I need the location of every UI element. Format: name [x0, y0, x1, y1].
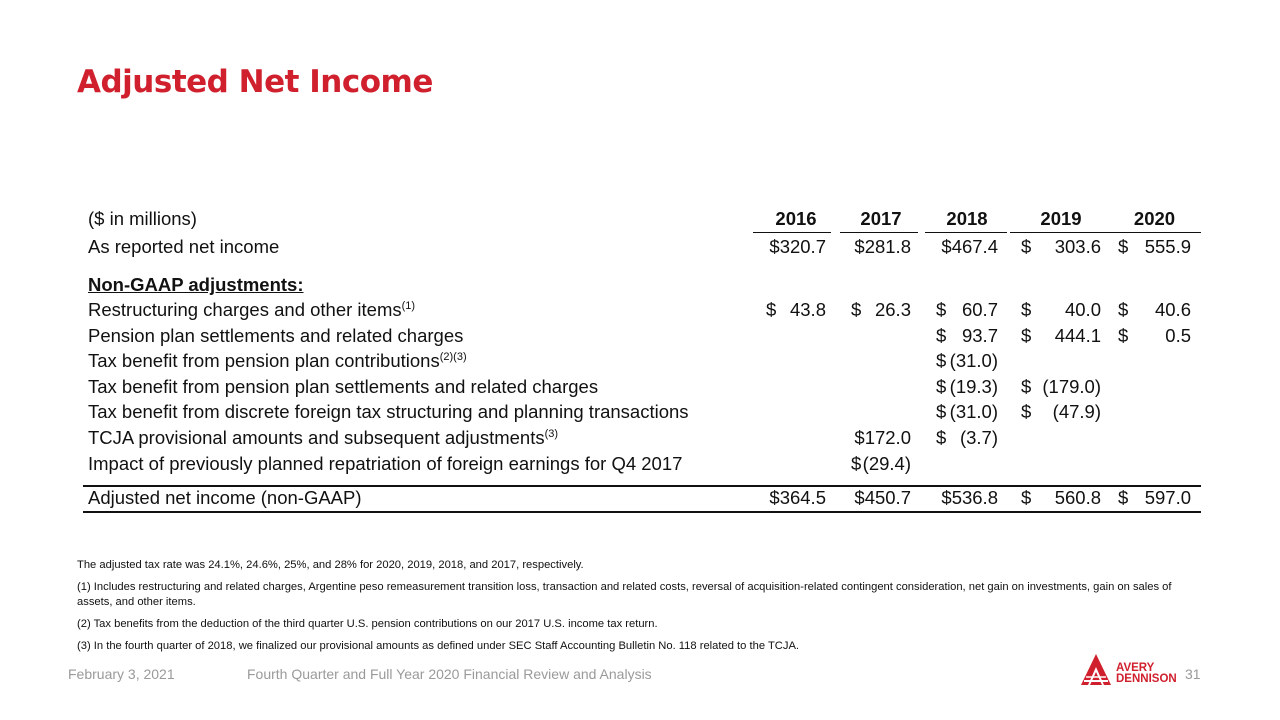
- row-label: [88, 425, 558, 451]
- year-header-text: 2018: [946, 208, 988, 229]
- amount: $467.4: [941, 236, 998, 257]
- row-label: [88, 399, 689, 425]
- year-header-text: 2020: [1133, 208, 1176, 229]
- amount: $320.7: [769, 236, 826, 257]
- currency-symbol: $: [936, 299, 947, 320]
- footnotes: [77, 558, 1202, 661]
- currency-symbol: $: [1021, 324, 1032, 346]
- year-header: [930, 206, 1004, 232]
- amount: (179.0): [1042, 375, 1101, 397]
- value-cell-2018: [936, 399, 998, 425]
- currency-symbol: $: [1118, 299, 1129, 320]
- amount: $281.8: [854, 236, 911, 257]
- amount: (31.0): [949, 350, 998, 372]
- currency-symbol: $: [1118, 236, 1129, 257]
- row-label: [88, 451, 682, 477]
- year-header: [760, 206, 832, 232]
- adjustment-row: [83, 425, 1201, 451]
- row-label: [88, 485, 362, 511]
- value-cell-2020: [1118, 425, 1191, 451]
- value-cell-2020: [1118, 399, 1191, 425]
- row-label-text: ($ in millions): [88, 208, 197, 229]
- amount: 60.7: [961, 299, 998, 320]
- amount: 0.5: [1165, 324, 1191, 346]
- value-cell-2019: [1021, 297, 1101, 323]
- amount: (29.4): [862, 452, 911, 474]
- row-label: [88, 348, 467, 374]
- value-cell-2018: [936, 348, 998, 374]
- row-label: [88, 206, 197, 232]
- value-cell-2019: [1021, 234, 1101, 260]
- year-header-text: 2016: [775, 208, 817, 229]
- value-cell-2016: [766, 348, 826, 374]
- value-cell-2017: [851, 297, 911, 323]
- footer-presentation-title: Fourth Quarter and Full Year 2020 Financial Review and Analysis: [247, 666, 652, 682]
- value-cell-2018: [936, 374, 998, 400]
- value-cell-2020: [1118, 374, 1191, 400]
- value-cell-2018: [936, 451, 998, 477]
- note-2: (2) Tax benefits from the deduction of the third quarter U.S. pension contributions on our 2017 U.S. income tax return.: [77, 618, 658, 630]
- non-gaap-section-row: [83, 272, 1201, 298]
- row-label-text: Tax benefit from pension plan contributions: [88, 350, 440, 372]
- currency-symbol: $: [1021, 487, 1032, 508]
- value-cell-2017: [851, 451, 911, 477]
- row-label: [88, 323, 463, 349]
- value-cell-2019: [1021, 451, 1101, 477]
- value-cell-2020: [1118, 485, 1191, 511]
- value-cell-2017: [851, 348, 911, 374]
- value-cell-2017: [851, 374, 911, 400]
- value-cell-2016: [766, 425, 826, 451]
- adjustment-row: [83, 374, 1201, 400]
- year-header: [1112, 206, 1197, 232]
- value-cell-2018: [936, 425, 998, 451]
- amount: 43.8: [789, 299, 826, 320]
- row-label-text: Tax benefit from pension plan settlements and related charges: [88, 375, 599, 397]
- year-header: [845, 206, 917, 232]
- row-label-text: As reported net income: [88, 236, 280, 257]
- amount: 597.0: [1144, 487, 1191, 508]
- row-label-text: Restructuring charges and other items: [88, 299, 402, 320]
- amount: (19.3): [949, 375, 998, 397]
- logo-line-1: AVERY: [1116, 662, 1155, 674]
- table-rule: [1105, 232, 1201, 233]
- note-tax-rate: The adjusted tax rate was 24.1%, 24.6%, 25%, and 28% for 2020, 2019, 2018, and 2017, respectively.: [77, 559, 584, 571]
- row-label-text: Pension plan settlements and related charges: [88, 324, 464, 346]
- adjustment-row: [83, 451, 1201, 477]
- currency-symbol: $: [1021, 236, 1032, 257]
- year-header: [1015, 206, 1107, 232]
- value-cell-2016: [766, 399, 826, 425]
- note-1: (1) Includes restructuring and related charges, Argentine peso remeasurement transition loss, transaction and related costs, reversal of acquisition-related contingent consideration, net gain on investments, gain on sales of assets, and other items.: [77, 581, 1172, 608]
- amount: 93.7: [961, 324, 998, 346]
- value-cell-2019: [1021, 425, 1101, 451]
- amount: 303.6: [1054, 236, 1101, 257]
- table-header-row: [83, 206, 1201, 232]
- currency-symbol: $: [1021, 375, 1032, 397]
- value-cell-2017: [851, 485, 911, 511]
- adjustment-row: [83, 399, 1201, 425]
- avery-dennison-logo: [1078, 651, 1184, 687]
- year-header-text: 2019: [1040, 208, 1082, 229]
- row-label-text: TCJA provisional amounts and subsequent adjustments: [88, 427, 545, 448]
- value-cell-2017: [851, 425, 911, 451]
- table-rule: [753, 232, 831, 233]
- value-cell-2019: [1021, 485, 1101, 511]
- currency-symbol: $: [936, 324, 947, 346]
- value-cell-2016: [766, 374, 826, 400]
- currency-symbol: $: [1021, 401, 1032, 423]
- currency-symbol: $: [1118, 487, 1129, 508]
- row-label: [88, 297, 415, 323]
- amount: $536.8: [941, 487, 998, 508]
- value-cell-2017: [851, 323, 911, 349]
- table-rule: [1010, 232, 1108, 233]
- adjusted-net-income-row: [83, 485, 1201, 511]
- value-cell-2019: [1021, 323, 1101, 349]
- table-rule: [925, 232, 1007, 233]
- year-header-text: 2017: [860, 208, 902, 229]
- amount: (47.9): [1052, 401, 1101, 423]
- amount: 40.6: [1154, 299, 1191, 320]
- page-title: Adjusted Net Income: [77, 64, 433, 100]
- note-3: (3) In the fourth quarter of 2018, we finalized our provisional amounts as defined under SEC Staff Accounting Bulletin No. 118 related to the TCJA.: [77, 640, 800, 652]
- row-label-text: Adjusted net income (non-GAAP): [88, 487, 362, 508]
- value-cell-2018: [936, 234, 998, 260]
- amount: (3.7): [959, 427, 998, 448]
- amount: 555.9: [1144, 236, 1191, 257]
- table-rule: [840, 232, 918, 233]
- value-cell-2018: [936, 297, 998, 323]
- amount: $450.7: [854, 487, 911, 508]
- amount: $172.0: [854, 427, 911, 448]
- value-cell-2019: [1021, 399, 1101, 425]
- footnote-marker: (2)(3): [439, 351, 467, 364]
- adjustment-row: [83, 348, 1201, 374]
- amount: 560.8: [1054, 487, 1101, 508]
- value-cell-2016: [766, 451, 826, 477]
- currency-symbol: $: [936, 375, 947, 397]
- value-cell-2019: [1021, 374, 1101, 400]
- row-label: [88, 374, 598, 400]
- footer-date: February 3, 2021: [68, 666, 175, 682]
- currency-symbol: $: [851, 452, 862, 474]
- value-cell-2016: [766, 485, 826, 511]
- row-label: [88, 234, 279, 260]
- reported-net-income-row: [83, 234, 1201, 260]
- currency-symbol: $: [936, 427, 947, 448]
- page-number: 31: [1185, 666, 1201, 682]
- value-cell-2018: [936, 323, 998, 349]
- currency-symbol: $: [851, 299, 862, 320]
- currency-symbol: $: [936, 401, 947, 423]
- currency-symbol: $: [1118, 324, 1129, 346]
- logo-mark-icon: [1078, 651, 1114, 687]
- amount: $364.5: [769, 487, 826, 508]
- currency-symbol: $: [1021, 299, 1032, 320]
- adjustment-row: [83, 323, 1201, 349]
- value-cell-2020: [1118, 297, 1191, 323]
- value-cell-2020: [1118, 323, 1191, 349]
- footnote-marker: (3): [544, 427, 559, 440]
- value-cell-2017: [851, 399, 911, 425]
- amount: 40.0: [1064, 299, 1101, 320]
- row-label-text: Non-GAAP adjustments:: [88, 274, 304, 295]
- value-cell-2018: [936, 485, 998, 511]
- row-label: [88, 272, 304, 298]
- value-cell-2020: [1118, 451, 1191, 477]
- value-cell-2016: [766, 323, 826, 349]
- value-cell-2020: [1118, 348, 1191, 374]
- row-label-text: Tax benefit from discrete foreign tax structuring and planning transactions: [88, 401, 689, 423]
- value-cell-2016: [766, 234, 826, 260]
- currency-symbol: $: [766, 299, 777, 320]
- currency-symbol: $: [936, 350, 947, 372]
- value-cell-2019: [1021, 348, 1101, 374]
- amount: 444.1: [1054, 324, 1101, 346]
- footnote-marker: (1): [401, 299, 416, 312]
- value-cell-2016: [766, 297, 826, 323]
- adjustment-row: [83, 297, 1201, 323]
- table-rule: [83, 511, 1201, 513]
- value-cell-2017: [851, 234, 911, 260]
- value-cell-2020: [1118, 234, 1191, 260]
- row-label-text: Impact of previously planned repatriation of foreign earnings for Q4 2017: [88, 452, 683, 474]
- amount: (31.0): [949, 401, 998, 423]
- amount: 26.3: [874, 299, 911, 320]
- logo-line-2: DENNISON: [1116, 673, 1177, 685]
